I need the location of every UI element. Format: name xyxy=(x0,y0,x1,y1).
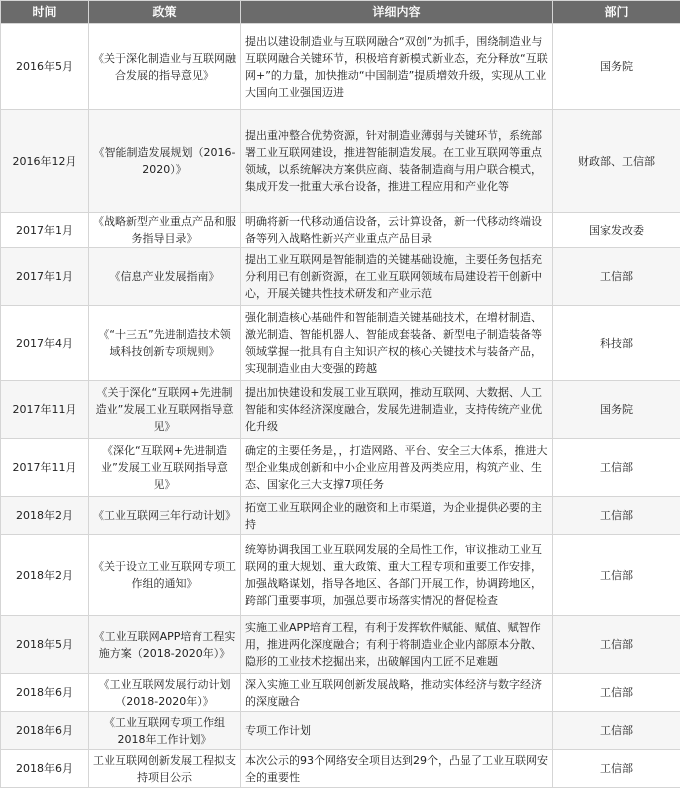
cell-dept: 工信部 xyxy=(553,674,680,712)
cell-detail: 专项工作计划 xyxy=(241,712,553,750)
cell-detail: 明确将新一代移动通信设备，云计算设备，新一代移动终端设备等列入战略性新兴产业重点产品目录 xyxy=(241,213,553,248)
cell-policy: 《关于设立工业互联网专项工作组的通知》 xyxy=(89,535,241,616)
cell-dept: 工信部 xyxy=(553,712,680,750)
cell-dept: 财政部、工信部 xyxy=(553,110,680,213)
table-row xyxy=(1,213,680,248)
cell-policy: 《信息产业发展指南》 xyxy=(89,248,241,306)
cell-time: 2017年4月 xyxy=(1,306,89,381)
cell-detail: 提出工业互联网是智能制造的关键基础设施，主要任务包括充分利用已有创新资源，在工业互联网领域布局建设若干创新中心，开展关键共性技术研发和产业示范 xyxy=(241,248,553,306)
cell-dept: 工信部 xyxy=(553,248,680,306)
cell-detail: 提出加快建设和发展工业互联网，推动互联网、大数据、人工智能和实体经济深度融合，发展先进制造业，支持传统产业优化升级 xyxy=(241,381,553,439)
header-time: 时间 xyxy=(1,1,89,24)
cell-detail: 强化制造核心基础件和智能制造关键基础技术，在增材制造、激光制造、智能机器人、智能成套装备、新型电子制造装备等领域掌握一批具有自主知识产权的核心关键技术与装备产品，实现制造业由大变强的跨越 xyxy=(241,306,553,381)
table-row xyxy=(1,306,680,381)
cell-detail: 确定的主要任务是，，打造网路、平台、安全三大体系，推进大型企业集成创新和中小企业应用普及两类应用，构筑产业、生态、国家化三大支撑7项任务 xyxy=(241,439,553,497)
cell-detail: 深入实施工业互联网创新发展战略，推动实体经济与数字经济的深度融合 xyxy=(241,674,553,712)
cell-time: 2018年2月 xyxy=(1,497,89,535)
cell-time: 2017年1月 xyxy=(1,248,89,306)
table-row xyxy=(1,248,680,306)
cell-dept: 科技部 xyxy=(553,306,680,381)
cell-time: 2018年2月 xyxy=(1,535,89,616)
table-row xyxy=(1,712,680,750)
cell-policy: 工业互联网创新发展工程拟支持项目公示 xyxy=(89,750,241,788)
table-row xyxy=(1,674,680,712)
cell-time: 2017年1月 xyxy=(1,213,89,248)
table-row xyxy=(1,750,680,788)
cell-time: 2017年11月 xyxy=(1,381,89,439)
cell-policy: 《关于深化制造业与互联网融合发展的指导意见》 xyxy=(89,24,241,110)
cell-time: 2018年6月 xyxy=(1,674,89,712)
cell-dept: 国家发改委 xyxy=(553,213,680,248)
cell-policy: 《深化“互联网+先进制造业”发展工业互联网指导意见》 xyxy=(89,439,241,497)
table-row xyxy=(1,616,680,674)
table-row xyxy=(1,24,680,110)
header-dept: 部门 xyxy=(553,1,680,24)
cell-time: 2017年11月 xyxy=(1,439,89,497)
cell-policy: 《“十三五”先进制造技术领域科技创新专项规则》 xyxy=(89,306,241,381)
cell-detail: 本次公示的93个网络安全项目达到29个，凸显了工业互联网安全的重要性 xyxy=(241,750,553,788)
table-row xyxy=(1,497,680,535)
cell-dept: 工信部 xyxy=(553,750,680,788)
cell-detail: 统筹协调我国工业互联网发展的全局性工作，审议推动工业互联网的重大规划、重大政策、重大工程专项和重要工作安排，加强战略谋划，指导各地区、各部门开展工作，协调跨地区，跨部门重要事项，加强总要市场落实情况的督促检查 xyxy=(241,535,553,616)
cell-dept: 国务院 xyxy=(553,24,680,110)
table-row xyxy=(1,110,680,213)
cell-policy: 《关于深化“互联网+先进制造业”发展工业互联网指导意见》 xyxy=(89,381,241,439)
cell-policy: 《工业互联网三年行动计划》 xyxy=(89,497,241,535)
cell-policy: 《战略新型产业重点产品和服务指导目录》 xyxy=(89,213,241,248)
cell-dept: 工信部 xyxy=(553,535,680,616)
cell-time: 2018年6月 xyxy=(1,750,89,788)
cell-dept: 工信部 xyxy=(553,439,680,497)
cell-time: 2016年5月 xyxy=(1,24,89,110)
table-row xyxy=(1,439,680,497)
cell-detail: 提出重冲整合优势资源，针对制造业薄弱与关键环节，系统部署工业互联网建设，推进智能制造发展。在工业互联网等重点领域，以系统解决方案供应商、装备制造商与用户联合模式，集成开发一批重大承台设备，推进工程应用和产业化等 xyxy=(241,110,553,213)
table-header-row xyxy=(1,1,680,24)
cell-policy: 《工业互联网发展行动计划（2018-2020年）》 xyxy=(89,674,241,712)
table-row xyxy=(1,381,680,439)
cell-detail: 拓宽工业互联网企业的融资和上市渠道，为企业提供必要的主持 xyxy=(241,497,553,535)
cell-detail: 实施工业APP培育工程，有利于发挥软件赋能、赋值、赋智作用，推进两化深度融合；有利于将制造业企业内部原本分散、隐形的工业技术挖掘出来，出破解国内工匠不足难题 xyxy=(241,616,553,674)
table-row xyxy=(1,535,680,616)
cell-detail: 提出以建设制造业与互联网融合“双创”为抓手，围绕制造业与互联网融合关键环节，积极培育新模式新业态，充分释放“互联网+”的力量，加快推动“中国制造”提质增效升级，实现从工业大国向工业强国迈进 xyxy=(241,24,553,110)
cell-policy: 《智能制造发展规划（2016-2020）》 xyxy=(89,110,241,213)
cell-dept: 国务院 xyxy=(553,381,680,439)
cell-policy: 《工业互联网专项工作组2018年工作计划》 xyxy=(89,712,241,750)
header-detail: 详细内容 xyxy=(241,1,553,24)
header-policy: 政策 xyxy=(89,1,241,24)
cell-dept: 工信部 xyxy=(553,616,680,674)
cell-policy: 《工业互联网APP培育工程实施方案（2018-2020年）》 xyxy=(89,616,241,674)
cell-time: 2018年5月 xyxy=(1,616,89,674)
cell-dept: 工信部 xyxy=(553,497,680,535)
cell-time: 2018年6月 xyxy=(1,712,89,750)
cell-time: 2016年12月 xyxy=(1,110,89,213)
